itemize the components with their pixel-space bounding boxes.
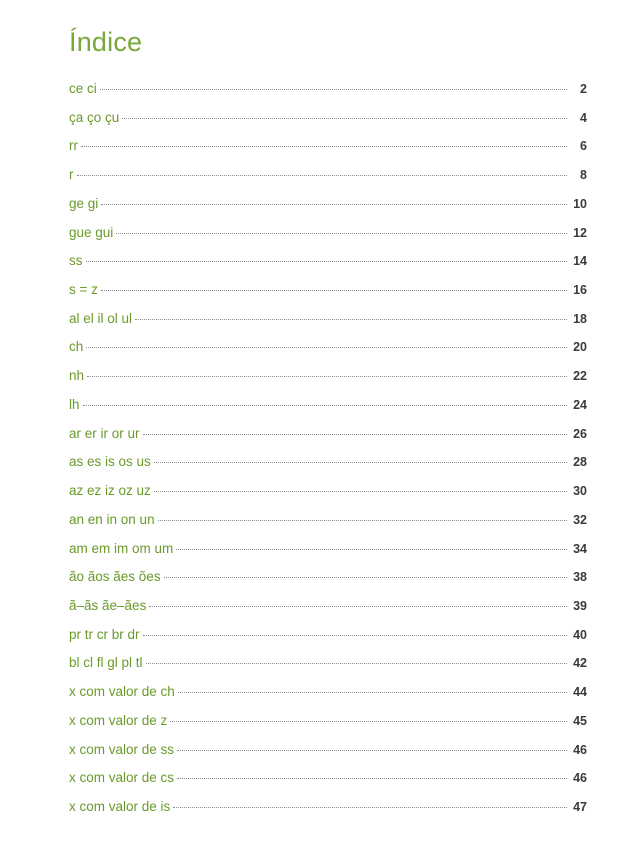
toc-entry-label: rr (69, 138, 78, 154)
toc-entry-label: as es is os us (69, 454, 151, 470)
toc-entry-page-number: 44 (573, 685, 587, 700)
dot-leader (177, 750, 567, 751)
toc-entry[interactable] (69, 478, 587, 507)
dot-leader (116, 233, 567, 234)
toc-entry[interactable] (69, 248, 587, 277)
toc-entry-label: x com valor de ch (69, 684, 175, 700)
dot-leader (173, 807, 567, 808)
toc-entry[interactable] (69, 708, 587, 737)
toc-entry-page-number: 46 (573, 742, 587, 757)
toc-entry-page-number: 45 (573, 713, 587, 728)
toc-entry-label: ão ãos ães ões (69, 569, 161, 585)
toc-entry-label: x com valor de z (69, 712, 168, 728)
dot-leader (146, 663, 567, 664)
dot-leader (143, 434, 567, 435)
toc-entry-label: x com valor de ss (69, 741, 175, 757)
dot-leader (164, 577, 567, 578)
toc-entry-page-number: 18 (573, 311, 587, 326)
dot-leader (101, 290, 567, 291)
toc-entry[interactable] (69, 650, 587, 679)
toc-entry-label: ch (69, 339, 84, 355)
dot-leader (100, 89, 567, 90)
toc-entry-page-number: 24 (573, 397, 587, 412)
toc-entry-page-number: 38 (573, 570, 587, 585)
toc-entry[interactable] (69, 507, 587, 536)
toc-entry-page-number: 40 (573, 627, 587, 642)
toc-entry-page-number: 46 (573, 771, 587, 786)
dot-leader (86, 347, 567, 348)
toc-entry[interactable] (69, 306, 587, 335)
toc-entry-label: lh (69, 396, 80, 412)
toc-entry-label: ce ci (69, 81, 97, 96)
toc-entry[interactable] (69, 277, 587, 306)
toc-entry[interactable] (69, 76, 587, 105)
dot-leader (154, 491, 567, 492)
dot-leader (149, 606, 567, 607)
toc-entry-page-number: 47 (573, 799, 587, 814)
toc-entry[interactable] (69, 220, 587, 249)
toc-entry-label: am em im om um (69, 540, 174, 556)
toc-entry-label: al el il ol ul (69, 310, 133, 326)
toc-entry-label: ça ço çu (69, 109, 120, 125)
toc-entry-page-number: 14 (573, 254, 587, 269)
toc-entry-page-number: 2 (580, 82, 587, 96)
toc-entry-label: gue gui (69, 224, 114, 240)
toc-entry-page-number: 30 (573, 484, 587, 499)
toc-entry-label: x com valor de cs (69, 770, 175, 786)
toc-entry-page-number: 22 (573, 369, 587, 384)
toc-entry-page-number: 16 (573, 283, 587, 298)
toc-entry[interactable] (69, 363, 587, 392)
dot-leader (176, 549, 567, 550)
dot-leader (178, 692, 567, 693)
toc-entry-label: x com valor de is (69, 798, 171, 814)
toc-entry[interactable] (69, 334, 587, 363)
page-title: Índice (69, 27, 143, 57)
table-of-contents (69, 76, 587, 823)
toc-entry[interactable] (69, 105, 587, 134)
dot-leader (83, 405, 567, 406)
dot-leader (170, 721, 567, 722)
toc-entry[interactable] (69, 449, 587, 478)
toc-entry[interactable] (69, 564, 587, 593)
toc-entry-label: s = z (69, 282, 98, 298)
toc-entry[interactable] (69, 536, 587, 565)
dot-leader (158, 520, 567, 521)
toc-entry-label: ã–ãs ãe–ães (69, 597, 147, 613)
dot-leader (154, 462, 567, 463)
dot-leader (143, 635, 567, 636)
toc-entry-page-number: 6 (580, 139, 587, 154)
toc-entry-page-number: 32 (573, 512, 587, 527)
dot-leader (81, 146, 567, 147)
dot-leader (87, 376, 567, 377)
toc-entry-page-number: 39 (573, 598, 587, 613)
dot-leader (101, 204, 567, 205)
toc-entry-page-number: 28 (573, 455, 587, 470)
toc-entry[interactable] (69, 794, 587, 823)
toc-entry-label: az ez iz oz uz (69, 483, 151, 499)
toc-entry[interactable] (69, 593, 587, 622)
toc-entry-label: ss (69, 253, 83, 269)
dot-leader (177, 778, 567, 779)
toc-entry[interactable] (69, 133, 587, 162)
dot-leader (135, 319, 567, 320)
toc-entry-label: an en in on un (69, 511, 155, 527)
toc-entry[interactable] (69, 421, 587, 450)
toc-entry-label: bl cl fl gl pl tl (69, 655, 143, 671)
toc-entry-label: pr tr cr br dr (69, 626, 140, 642)
toc-entry-page-number: 34 (573, 541, 587, 556)
toc-entry[interactable] (69, 162, 587, 191)
toc-entry[interactable] (69, 737, 587, 766)
toc-entry-label: ar er ir or ur (69, 425, 140, 441)
toc-entry-page-number: 8 (580, 168, 587, 183)
toc-entry[interactable] (69, 765, 587, 794)
toc-entry-page-number: 20 (573, 340, 587, 355)
toc-entry-page-number: 26 (573, 426, 587, 441)
toc-entry[interactable] (69, 679, 587, 708)
dot-leader (77, 175, 568, 176)
toc-entry-page-number: 42 (573, 656, 587, 671)
toc-entry[interactable] (69, 191, 587, 220)
toc-entry-label: ge gi (69, 195, 99, 211)
toc-entry-page-number: 10 (573, 196, 587, 211)
toc-entry-page-number: 12 (573, 225, 587, 240)
dot-leader (86, 261, 568, 262)
toc-entry[interactable] (69, 392, 587, 421)
toc-entry-label: nh (69, 368, 85, 384)
toc-entry[interactable] (69, 622, 587, 651)
toc-entry-label: r (69, 167, 74, 183)
toc-entry-page-number: 4 (580, 110, 587, 125)
dot-leader (122, 118, 567, 119)
